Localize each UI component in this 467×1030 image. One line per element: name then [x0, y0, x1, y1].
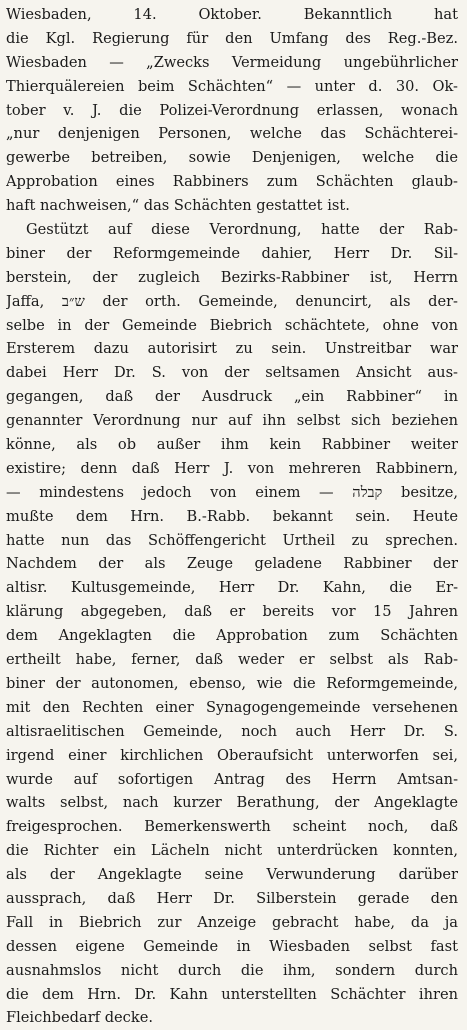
- text-line: hatte nun das Schöffengericht Urtheil zu sprechen.: [6, 531, 458, 549]
- text-line: existire; denn daß Herr J. von mehreren Rabbinern,: [6, 459, 458, 477]
- text-line: die Richter ein Lächeln nicht unterdrücken konnten,: [6, 842, 458, 860]
- text-line: dessen eigene Gemeinde in Wiesbaden selbst fast: [6, 937, 458, 955]
- text-line: ausnahmslos nicht durch die ihm, sondern durch: [6, 961, 458, 979]
- text-line: altisraelitischen Gemeinde, noch auch Herr Dr. S.: [6, 722, 458, 740]
- text-line: Approbation eines Rabbiners zum Schächten glaub-: [6, 173, 458, 191]
- text-line: könne, als ob außer ihm kein Rabbiner weiter: [6, 436, 458, 454]
- text-line: dem Angeklagten die Approbation zum Schächten: [6, 627, 458, 645]
- text-line: Wiesbaden — „Zwecks Vermeidung ungebührlicher: [6, 53, 458, 71]
- text-line: aussprach, daß Herr Dr. Silberstein gerade den: [6, 889, 458, 907]
- text-line: biner der Reformgemeinde dahier, Herr Dr. Sil-: [6, 244, 458, 262]
- text-line: Fleichbedarf decke.: [6, 1009, 153, 1027]
- text-line: berstein, der zugleich Bezirks-Rabbiner ist, Herrn: [6, 268, 458, 286]
- text-line: klärung abgegeben, daß er bereits vor 15 Jahren: [6, 603, 458, 621]
- paragraph-first-line: Gestützt auf diese Verordnung, hatte der Rab-: [26, 221, 458, 239]
- text-line: Ersterem dazu autorisirt zu sein. Unstreitbar war: [6, 340, 458, 358]
- text-line: Nachdem der als Zeuge geladene Rabbiner der: [6, 555, 458, 573]
- text-line: biner der autonomen, ebenso, wie die Reformgemeinde,: [6, 674, 458, 692]
- text-line: Jaffa, ש״ב der orth. Gemeinde, denuncirt, als der-: [6, 292, 458, 310]
- text-line: mußte dem Hrn. B.-Rabb. bekannt sein. Heute: [6, 507, 458, 525]
- text-line: „nur denjenigen Personen, welche das Schächterei-: [6, 125, 458, 143]
- text-line: gewerbe betreiben, sowie Denjenigen, welche die: [6, 149, 458, 167]
- text-line: gegangen, daß der Ausdruck „ein Rabbiner“ in: [6, 388, 458, 406]
- text-line: haft nachweisen,“ das Schächten gestattet ist.: [6, 197, 350, 215]
- text-line: als der Angeklagte seine Verwunderung darüber: [6, 866, 458, 884]
- text-line: — mindestens jedoch von einem — קבלה besitze,: [6, 483, 458, 501]
- text-line: wurde auf sofortigen Antrag des Herrn Amtsan-: [6, 770, 458, 788]
- text-line: selbe in der Gemeinde Biebrich schächtete, ohne von: [6, 316, 458, 334]
- text-line: irgend einer kirchlichen Oberaufsicht unterworfen sei,: [6, 746, 458, 764]
- text-line: tober v. J. die Polizei-Verordnung erlassen, wonach: [6, 101, 458, 119]
- text-line: freigesprochen. Bemerkenswerth scheint noch, daß: [6, 818, 458, 836]
- text-line: die Kgl. Regierung für den Umfang des Reg.-Bez.: [6, 29, 458, 47]
- article-column: [6, 3, 458, 1030]
- text-line: dabei Herr Dr. S. von der seltsamen Ansicht aus-: [6, 364, 458, 382]
- text-line: genannter Verordnung nur auf ihn selbst sich beziehen: [6, 412, 458, 430]
- text-line: Fall in Biebrich zur Anzeige gebracht habe, da ja: [6, 913, 458, 931]
- text-line: Wiesbaden, 14. Oktober. Bekanntlich hat: [6, 6, 458, 23]
- text-line: mit den Rechten einer Synagogengemeinde versehenen: [6, 698, 458, 716]
- text-line: altisr. Kultusgemeinde, Herr Dr. Kahn, die Er-: [6, 579, 458, 597]
- text-line: die dem Hrn. Dr. Kahn unterstellten Schächter ihren: [6, 985, 458, 1003]
- text-line: Thierquälereien beim Schächten“ — unter d. 30. Ok-: [6, 77, 458, 95]
- text-line: ertheilt habe, ferner, daß weder er selbst als Rab-: [6, 651, 458, 669]
- text-line: walts selbst, nach kurzer Berathung, der Angeklagte: [6, 794, 458, 812]
